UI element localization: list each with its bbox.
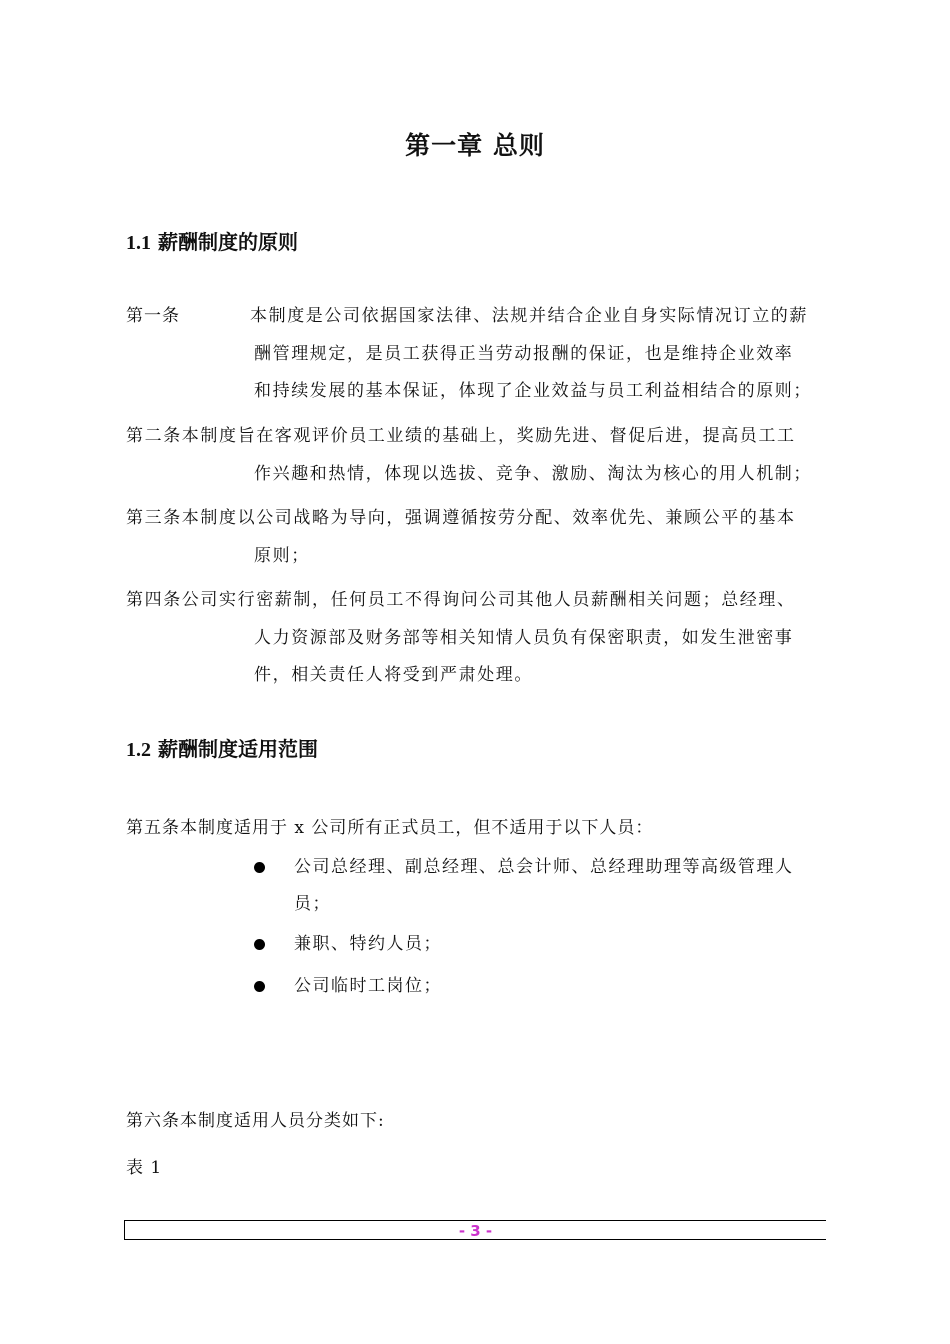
article-6: 第六条本制度适用人员分类如下: xyxy=(126,1111,385,1131)
article-line: 第三条本制度以公司战略为导向，强调遵循按劳分配、效率优先、兼顾公平的基本 xyxy=(126,508,796,528)
article-1 xyxy=(126,298,826,411)
article-line: 件，相关责任人将受到严肃处理。 xyxy=(254,665,533,685)
article-3 xyxy=(126,500,826,575)
article-line: 酬管理规定，是员工获得正当劳动报酬的保证，也是维持企业效率 xyxy=(254,343,794,364)
article-line: 和持续发展的基本保证，体现了企业效益与员工利益相结合的原则； xyxy=(254,381,812,401)
article-line: 本制度是公司依据国家法律、法规并结合企业自身实际情况订立的薪 xyxy=(250,306,808,326)
section-number: 1.1 xyxy=(126,232,151,254)
section-heading-1-2 xyxy=(126,733,318,762)
article-5: 第五条本制度适用于 x 公司所有正式员工，但不适用于以下人员： xyxy=(126,818,654,838)
bullet-text: 兼职、特约人员； xyxy=(294,934,442,954)
footer-box xyxy=(124,1220,826,1240)
bullet-text: 员； xyxy=(294,894,331,914)
section-number: 1.2 xyxy=(126,739,151,761)
bullet-text: 公司总经理、副总经理、总会计师、总经理助理等高级管理人 xyxy=(294,857,794,877)
page-number: - 3 - xyxy=(458,1222,493,1240)
article-label: 第一条 xyxy=(126,306,180,326)
article-line: 人力资源部及财务部等相关知情人员负有保密职责，如发生泄密事 xyxy=(254,627,794,648)
chapter-title: 第一章 总则 xyxy=(405,131,545,160)
bullet-icon xyxy=(254,862,265,873)
table-caption: 表 1 xyxy=(126,1158,163,1178)
article-line: 原则； xyxy=(254,545,310,566)
article-line: 作兴趣和热情，体现以选拔、竞争、激励、淘汰为核心的用人机制； xyxy=(254,463,812,484)
bullet-icon xyxy=(254,981,265,992)
section-title-text: 薪酬制度的原则 xyxy=(157,230,298,254)
section-heading-1-1 xyxy=(126,226,298,255)
bullet-icon xyxy=(254,939,265,950)
article-2 xyxy=(126,418,826,493)
section-title-text: 薪酬制度适用范围 xyxy=(157,737,318,761)
bullet-text: 公司临时工岗位； xyxy=(294,976,442,996)
article-4 xyxy=(126,582,826,695)
article-line: 第二条本制度旨在客观评价员工业绩的基础上，奖励先进、督促后进，提高员工工 xyxy=(126,426,796,446)
article-line: 第四条公司实行密薪制，任何员工不得询问公司其他人员薪酬相关问题；总经理、 xyxy=(126,590,796,610)
